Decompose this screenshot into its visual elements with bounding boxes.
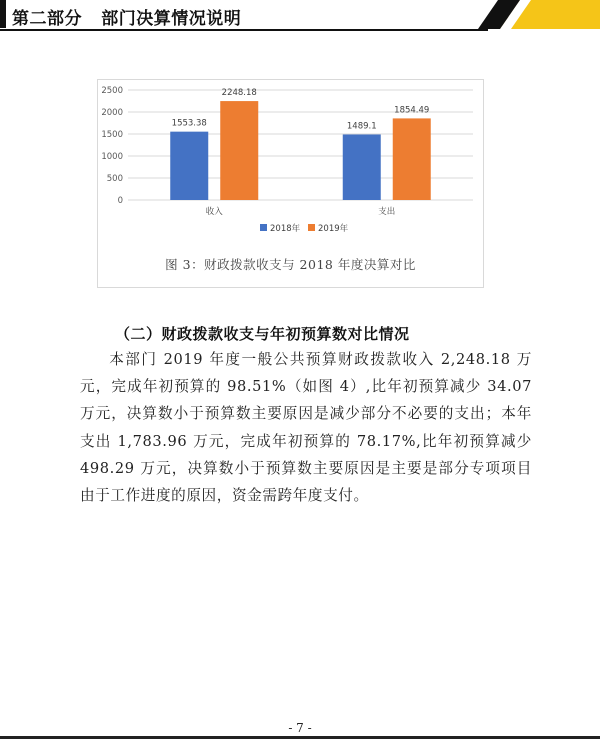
chart-figure: [97, 79, 484, 288]
header-decoration: [460, 0, 600, 32]
y-tick-label: 2500: [101, 86, 123, 96]
legend-swatch: [308, 224, 315, 231]
page-number: - 7 -: [288, 721, 312, 735]
bar-chart: [98, 80, 483, 250]
legend-swatch: [260, 224, 267, 231]
bar: [170, 132, 208, 200]
legend-label: 2018年: [270, 224, 301, 234]
data-label: 2248.18: [221, 88, 257, 99]
bar: [393, 118, 431, 200]
header-section-label: 第二部分: [12, 9, 82, 29]
header-title: [12, 4, 241, 29]
data-label: 1489.1: [346, 121, 377, 132]
header-marker: [0, 0, 6, 28]
figure-caption: 图 3：财政拨款收支与 2018 年度决算对比: [165, 257, 416, 272]
x-tick-label: 收入: [205, 207, 223, 217]
body-paragraph: 本部门 2019 年度一般公共预算财政拨款收入 2,248.18 万元，完成年初预算的 98.51%（如图 4）,比年初预算减少 34.07 万元，决算数小于预算数主要原因是减少部分不必要的支出；本年支出 1,783.96 万元，完成年初预算的 78.17%,比年初预算减少 498.29 万元，决算数小于预算数主要原因是主要是部分专项项目由于工作进度的原因，资金需跨年度支付。: [80, 351, 532, 505]
x-tick-label: 支出: [378, 207, 396, 217]
data-label: 1854.49: [394, 105, 430, 116]
y-tick-label: 1000: [101, 152, 123, 162]
y-tick-label: 500: [106, 174, 123, 184]
header-rule: [0, 29, 488, 31]
section-heading: （二）财政拨款收支与年初预算数对比情况: [115, 325, 410, 343]
header-title-text: 部门决算情况说明: [101, 9, 242, 29]
bar: [220, 101, 258, 200]
legend-label: 2019年: [318, 224, 349, 234]
y-tick-label: 1500: [101, 130, 123, 140]
data-label: 1553.38: [171, 118, 207, 129]
y-tick-label: 0: [117, 196, 123, 206]
bar: [343, 134, 381, 200]
page-header: [0, 0, 600, 40]
y-tick-label: 2000: [101, 108, 123, 118]
